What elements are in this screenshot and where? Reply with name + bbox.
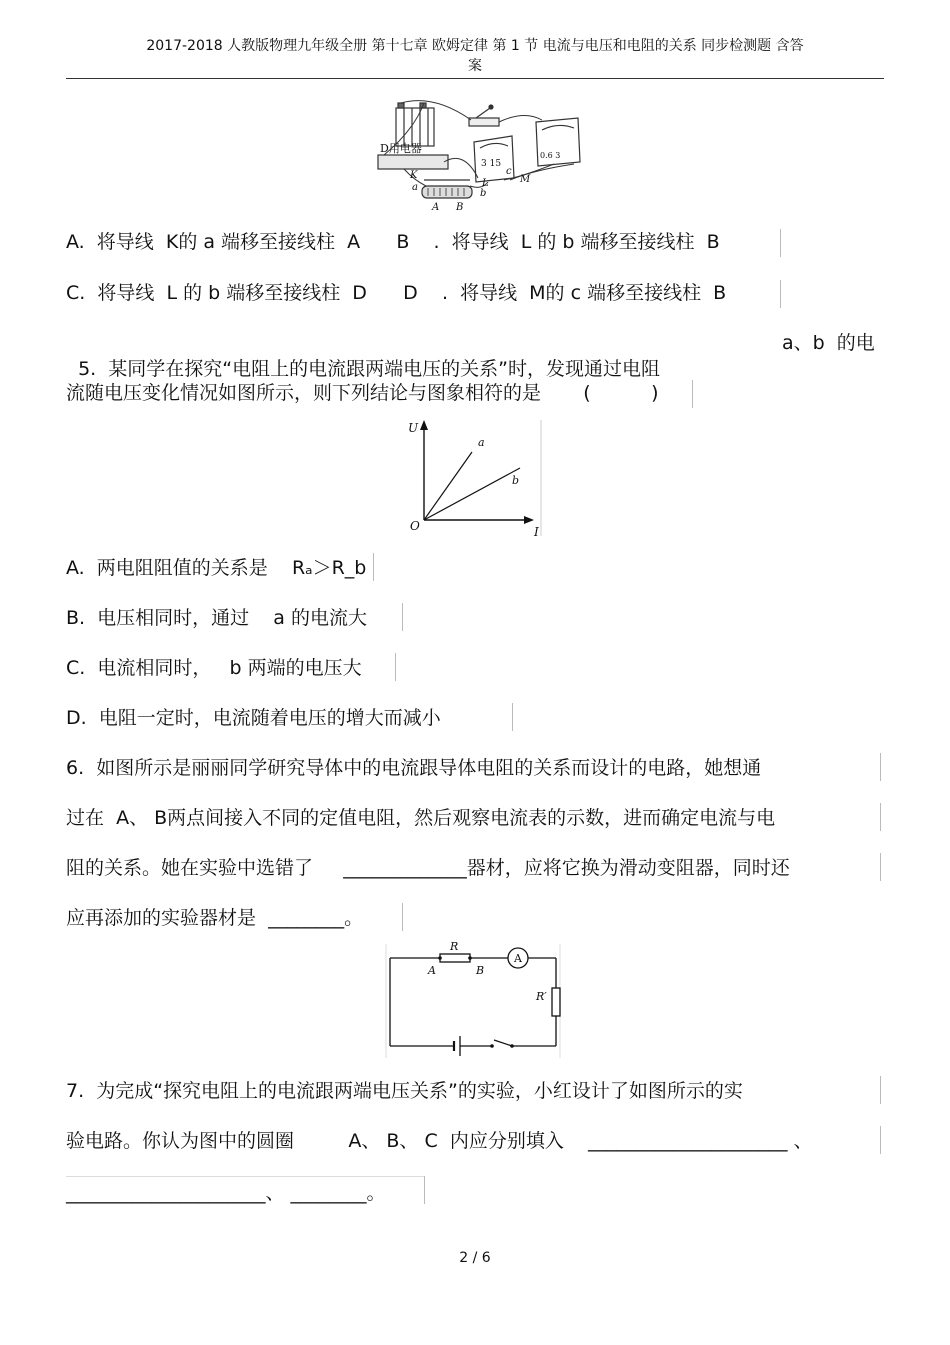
resistor-R [440,954,470,962]
label-L: L [482,178,489,189]
q4-option-a-b: A. 将导线 K的 a 端移至接线柱 A B . 将导线 L 的 b 端移至接线柱 B [66,231,720,253]
label-K: K [410,170,418,181]
label-M: M [520,174,531,185]
q6-stem-line3: 阻的关系。她在实验中选错了 _____________器材，应将它换为滑动变阻器，同时还 [66,857,790,879]
margin-mark [66,1176,424,1177]
q7-stem-line1: 7. 为完成“探究电阻上的电流跟两端电压关系”的实验，小红设计了如图所示的实 [66,1080,743,1102]
label-A: A [432,202,440,213]
q5-stem-line1 [66,330,660,382]
line-a [424,452,472,520]
battery-pack [396,103,434,146]
device-board [378,141,448,169]
margin-mark [880,853,881,881]
q7-stem-line2: 验电路。你认为图中的圆圈 A、 B、 C 内应分别填入 _____________________ 、 [66,1130,813,1152]
label-b: b [480,188,487,199]
margin-mark [402,903,403,931]
q4-option-c-d: C. 将导线 L 的 b 端移至接线柱 D D . 将导线 M的 c 端移至接线柱 B [66,282,727,304]
ammeter-scale: 0.6 3 [540,151,561,160]
label-point-B: B [476,964,485,977]
margin-mark [512,703,513,731]
voltmeter-scale: 3 15 [481,159,502,169]
margin-mark [402,603,403,631]
apparatus-figure [374,100,586,215]
margin-mark [692,380,693,408]
label-R: R [450,940,459,953]
margin-mark [880,803,881,831]
line-b [424,468,520,520]
q5-stem-right: a、b 的电 [782,332,875,354]
origin-label: O [410,519,420,533]
margin-mark [880,1076,881,1104]
q5-option-d: D. 电阻一定时，电流随着电压的增大而减小 [66,707,441,729]
margin-mark [780,280,781,308]
ui-graph [398,418,546,540]
rheostat [422,180,472,198]
x-axis-label: I [534,525,539,539]
switch [469,105,499,126]
q5-stem-left: 5. 某同学在探究“电阻上的电流跟两端电压的关系”时，发现通过电阻 [78,358,660,380]
ammeter-label: A [514,952,522,965]
line-a-label: a [478,436,485,449]
q5-stem-line2: 流随电压变化情况如图所示，则下列结论与图象相符的是 ( ) [66,382,659,404]
margin-mark [395,653,396,681]
q6-stem-line1: 6. 如图所示是丽丽同学研究导体中的电流跟导体电阻的关系而设计的电路，她想通 [66,757,762,779]
margin-mark [880,753,881,781]
switch-blade [494,1040,512,1046]
q5-option-b: B. 电压相同时，通过 a 的电流大 [66,607,367,629]
resistor-R-prime [552,988,560,1016]
label-c: c [506,166,512,177]
header-rule [66,78,884,79]
line-b-label: b [512,474,520,487]
q6-stem-line2: 过在 A、 B两点间接入不同的定值电阻，然后观察电流表的示数，进而确定电流与电 [66,807,776,829]
margin-mark [780,229,781,257]
q7-stem-line3: _____________________、 ________。 [66,1182,386,1204]
margin-mark [424,1176,425,1204]
page-number: 2 / 6 [459,1250,491,1266]
label-a: a [412,182,418,193]
y-axis-label: U [408,421,419,435]
header-title: 2017-2018 人教版物理九年级全册 第十七章 欧姆定律 第 1 节 电流与电压和电阻的关系 同步检测题 含答 [146,38,804,54]
device-label: D用电器 [380,142,422,155]
margin-mark [373,553,374,581]
ammeter [536,118,580,166]
label-point-A: A [428,964,436,977]
q5-option-c: C. 电流相同时， b 两端的电压大 [66,657,362,679]
header-title-cont: 案 [468,58,482,74]
q5-option-a: A. 两电阻阻值的关系是 Rₐ＞R_b [66,557,367,579]
page-header [66,36,884,76]
label-B: B [456,202,464,213]
label-R-prime: R′ [536,990,547,1003]
margin-mark [880,1126,881,1154]
circuit-diagram [384,940,564,1062]
q6-stem-line4: 应再添加的实验器材是 ________。 [66,907,364,929]
